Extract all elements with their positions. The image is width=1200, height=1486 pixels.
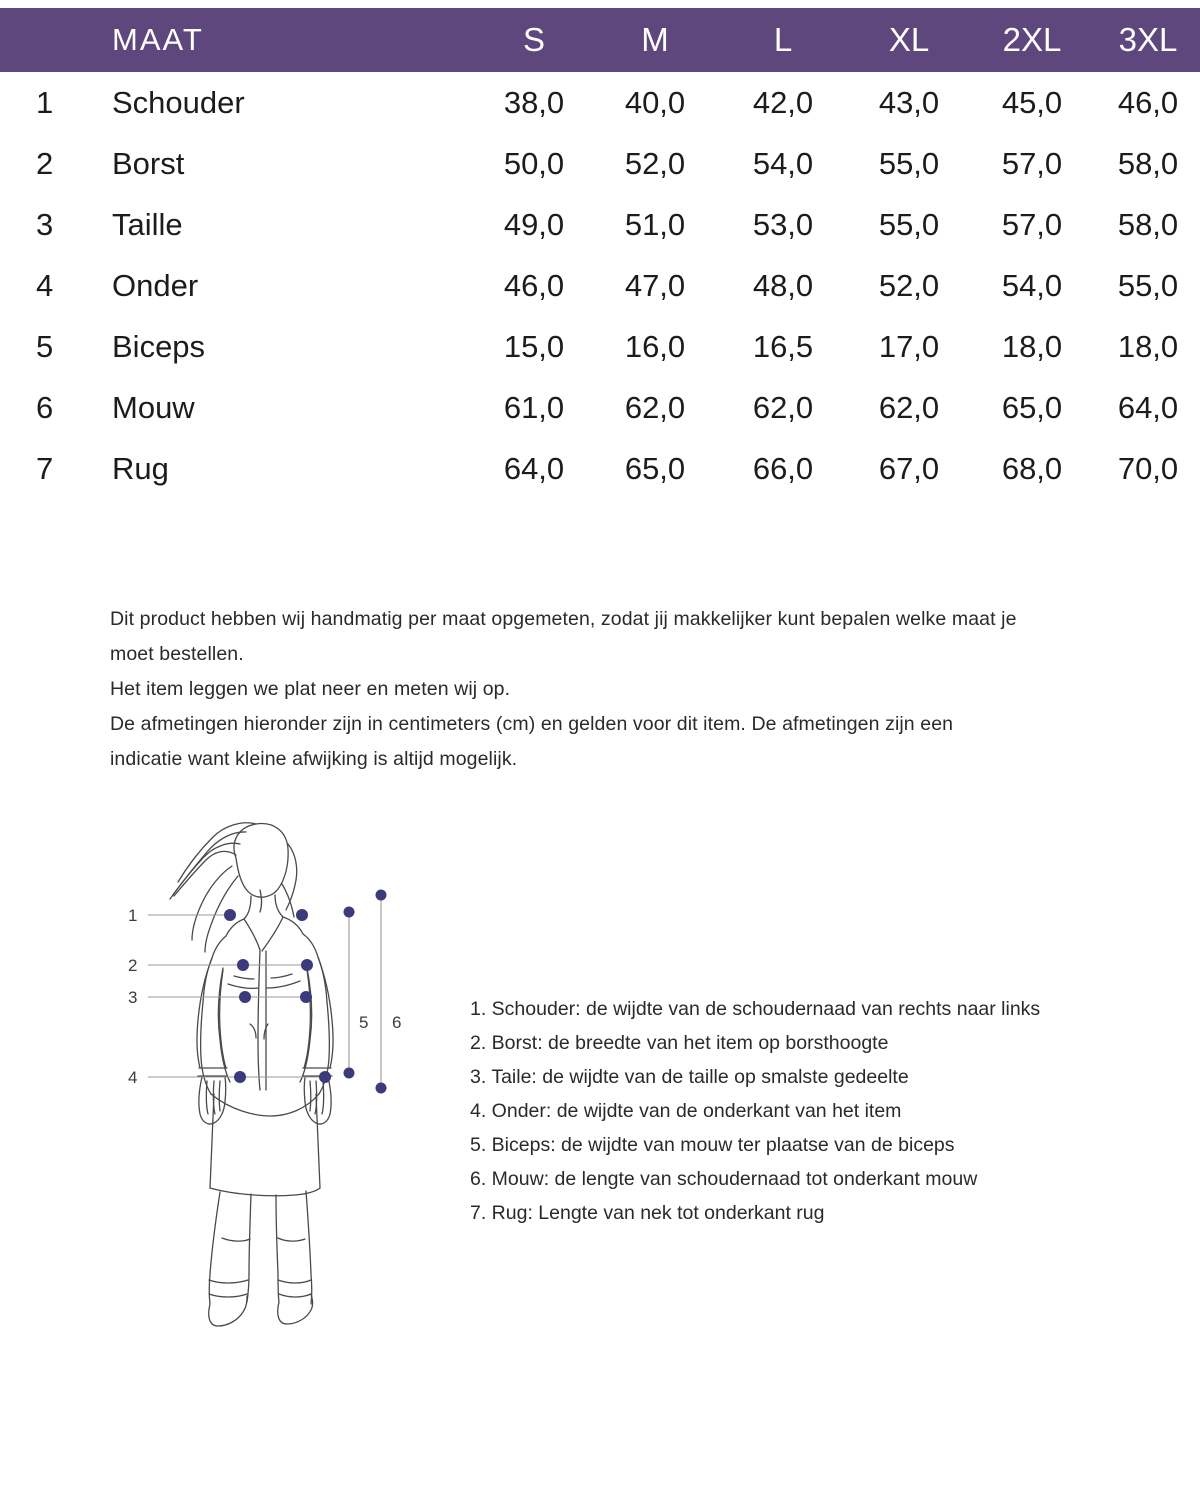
callout-lines	[148, 915, 325, 1077]
row-label: Schouder	[112, 84, 245, 120]
measurement-cell: 54,0	[752, 145, 814, 181]
measurement-cell: 54,0	[1001, 267, 1063, 303]
size-column-header-3xl: 3XL	[1118, 21, 1178, 58]
row-index: 6	[36, 389, 54, 425]
description-line: De afmetingen hieronder zijn in centimeters (cm) en gelden voor dit item. De afmetingen zijn een	[110, 713, 954, 735]
measurement-cell: 62,0	[878, 389, 940, 425]
measurement-cell: 16,0	[624, 328, 686, 364]
measurement-cell: 18,0	[1117, 328, 1179, 364]
row-index: 7	[36, 450, 54, 486]
row-label: Borst	[112, 145, 185, 181]
legend-item: 6. Mouw: de lengte van schoudernaad tot onderkant mouw	[470, 1168, 978, 1190]
measurement-cell: 18,0	[1001, 328, 1063, 364]
measurement-cell: 47,0	[624, 267, 686, 303]
row-label: Biceps	[112, 328, 206, 364]
marker-dot	[237, 959, 249, 971]
diagram-label-5: 5	[359, 1013, 369, 1032]
row-label: Rug	[112, 450, 169, 486]
marker-dot	[224, 909, 236, 921]
measurement-cell: 43,0	[878, 84, 940, 120]
table-row	[0, 377, 1200, 438]
row-label: Onder	[112, 267, 199, 303]
measurement-cell: 52,0	[878, 267, 940, 303]
measurement-cell: 58,0	[1117, 145, 1179, 181]
table-row	[0, 72, 1200, 133]
diagram-label-4: 4	[128, 1068, 138, 1087]
measurement-cell: 42,0	[752, 84, 814, 120]
measurement-cell: 53,0	[752, 206, 814, 242]
measurement-cell: 38,0	[503, 84, 565, 120]
table-row	[0, 316, 1200, 377]
measurement-cell: 46,0	[503, 267, 565, 303]
marker-dot	[301, 959, 313, 971]
measurement-cell: 67,0	[878, 450, 940, 486]
measurement-cell: 57,0	[1001, 145, 1063, 181]
vertical-measure-bars	[349, 895, 381, 1088]
row-label: Mouw	[112, 389, 195, 425]
measurement-cell: 51,0	[624, 206, 686, 242]
measurement-cell: 65,0	[1001, 389, 1063, 425]
table-row	[0, 255, 1200, 316]
measurement-cell: 55,0	[1117, 267, 1179, 303]
marker-dot	[234, 1071, 246, 1083]
description-line: Dit product hebben wij handmatig per maat opgemeten, zodat jij makkelijker kunt bepalen welke maat je	[110, 608, 1017, 630]
description-line: indicatie want kleine afwijking is altijd mogelijk.	[110, 748, 518, 770]
table-row	[0, 194, 1200, 255]
measurement-cell: 57,0	[1001, 206, 1063, 242]
measurement-cell: 16,5	[752, 328, 814, 364]
table-row	[0, 133, 1200, 194]
figure-sketch	[170, 823, 333, 1326]
measurement-cell: 46,0	[1117, 84, 1179, 120]
measurement-cell: 52,0	[624, 145, 686, 181]
measurement-cell: 66,0	[752, 450, 814, 486]
measurement-cell: 64,0	[503, 450, 565, 486]
measurement-cell: 64,0	[1117, 389, 1179, 425]
measurement-cell: 65,0	[624, 450, 686, 486]
diagram-label-1: 1	[128, 906, 138, 925]
diagram-label-6: 6	[392, 1013, 402, 1032]
size-column-header-m: M	[641, 21, 669, 58]
marker-dot	[376, 890, 387, 901]
row-label: Taille	[112, 206, 183, 242]
marker-dot	[296, 909, 308, 921]
measurement-cell: 62,0	[624, 389, 686, 425]
marker-dot	[344, 907, 355, 918]
header-label-maat: MAAT	[112, 22, 204, 57]
description-paragraph	[110, 602, 1100, 777]
marker-dot	[344, 1068, 355, 1079]
size-column-header-2xl: 2XL	[1002, 21, 1062, 58]
legend-item: 7. Rug: Lengte van nek tot onderkant rug	[470, 1202, 825, 1224]
measurement-cell: 55,0	[878, 145, 940, 181]
legend-item: 1. Schouder: de wijdte van de schoudernaad van rechts naar links	[470, 998, 1041, 1020]
size-column-header-xl: XL	[888, 21, 930, 58]
measurement-cell: 45,0	[1001, 84, 1063, 120]
table-row	[0, 438, 1200, 499]
description-line: moet bestellen.	[110, 643, 244, 665]
legend-item: 3. Taile: de wijdte van de taille op smalste gedeelte	[470, 1066, 909, 1088]
legend-item: 5. Biceps: de wijdte van mouw ter plaatse van de biceps	[470, 1134, 955, 1156]
marker-dot	[319, 1071, 331, 1083]
measurement-cell: 62,0	[752, 389, 814, 425]
marker-dot	[376, 1083, 387, 1094]
marker-dot	[239, 991, 251, 1003]
row-index: 1	[36, 84, 54, 120]
measurement-cell: 58,0	[1117, 206, 1179, 242]
row-index: 2	[36, 145, 54, 181]
diagram-label-2: 2	[128, 956, 138, 975]
measurement-cell: 70,0	[1117, 450, 1179, 486]
measurement-cell: 55,0	[878, 206, 940, 242]
row-index: 4	[36, 267, 54, 303]
measurement-legend	[470, 992, 1130, 1230]
measurement-cell: 49,0	[503, 206, 565, 242]
legend-item: 4. Onder: de wijdte van de onderkant van het item	[470, 1100, 902, 1122]
row-index: 5	[36, 328, 54, 364]
diagram-label-3: 3	[128, 988, 138, 1007]
measurement-cell: 61,0	[503, 389, 565, 425]
marker-dot	[300, 991, 312, 1003]
measurement-cell: 48,0	[752, 267, 814, 303]
size-table-header	[0, 8, 1200, 72]
size-table-body	[0, 72, 1200, 499]
measurement-cell: 50,0	[503, 145, 565, 181]
measurement-figure	[110, 818, 430, 1328]
measurement-cell: 15,0	[503, 328, 565, 364]
row-index: 3	[36, 206, 54, 242]
size-column-header-l: L	[773, 21, 793, 58]
legend-item: 2. Borst: de breedte van het item op borsthoogte	[470, 1032, 889, 1054]
measurement-cell: 17,0	[878, 328, 940, 364]
measurement-cell: 68,0	[1001, 450, 1063, 486]
measurement-cell: 40,0	[624, 84, 686, 120]
description-line: Het item leggen we plat neer en meten wij op.	[110, 678, 511, 700]
size-column-header-s: S	[522, 21, 545, 58]
